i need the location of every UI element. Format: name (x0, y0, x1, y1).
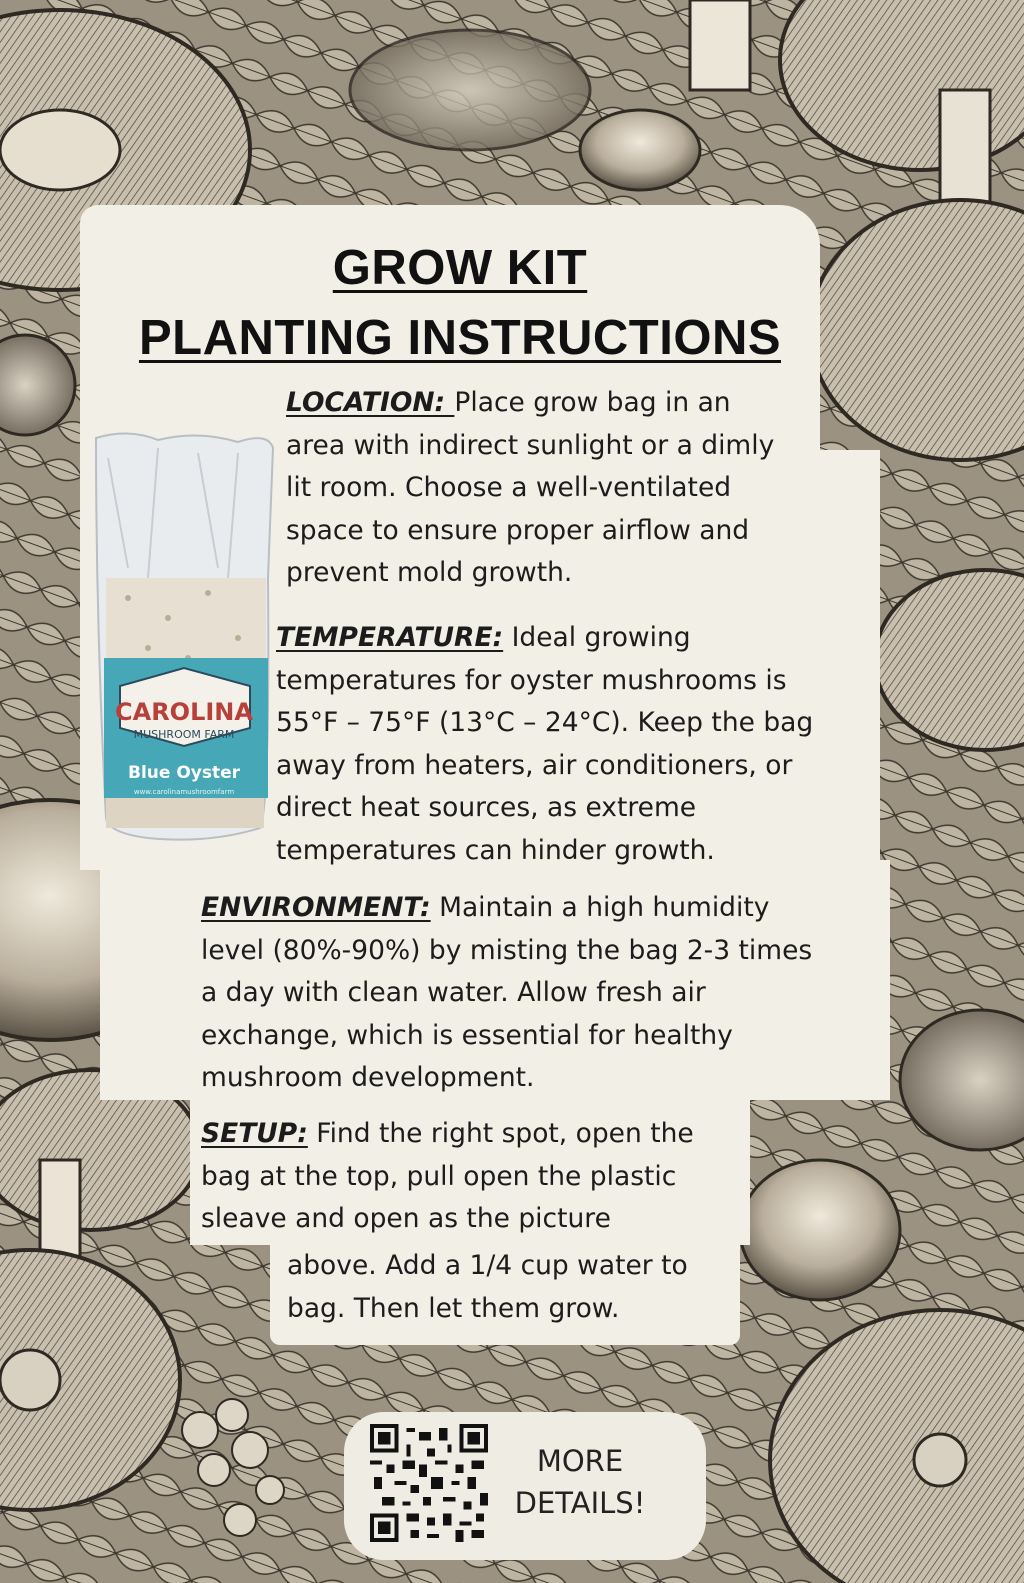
temperature-line: direct heat sources, as extreme (276, 792, 697, 823)
temperature-line: 55°F – 75°F (13°C – 24°C). Keep the bag (276, 707, 814, 738)
setup-line: Find the right spot, open the (316, 1118, 694, 1149)
section-temperature (276, 617, 876, 872)
more-details-line2: DETAILS! (514, 1486, 646, 1520)
location-line: area with indirect sunlight or a dimly (286, 429, 775, 461)
temperature-heading: TEMPERATURE: (276, 622, 504, 653)
setup-line: above. Add a 1/4 cup water to (287, 1250, 688, 1281)
section-setup-continued (287, 1245, 737, 1330)
location-line: Place grow bag in an (454, 387, 731, 418)
environment-line: exchange, which is essential for healthy (201, 1019, 733, 1051)
environment-line: mushroom development. (201, 1062, 535, 1093)
environment-line: level (80%-90%) by misting the bag 2-3 times (201, 934, 813, 966)
website-text: www.carolinamushroomfarm (133, 788, 235, 796)
grow-bag-image (88, 428, 278, 844)
section-environment (201, 887, 881, 1100)
variety-name: Blue Oyster (127, 763, 241, 783)
location-line: prevent mold growth. (286, 557, 573, 588)
setup-line: bag at the top, pull open the plastic (201, 1160, 677, 1192)
setup-heading: SETUP: (201, 1118, 308, 1149)
location-heading: LOCATION: (286, 387, 455, 418)
environment-line: a day with clean water. Allow fresh air (201, 977, 706, 1008)
section-location (286, 382, 846, 595)
brand-subtitle: MUSHROOM FARM (133, 728, 235, 741)
temperature-line: away from heaters, air conditioners, or (276, 749, 793, 781)
brand-name: CAROLINA (115, 698, 253, 726)
more-details-line1: MORE (536, 1444, 624, 1478)
page-title-line2: PLANTING INSTRUCTIONS (138, 311, 782, 365)
temperature-line: Ideal growing (511, 622, 691, 653)
temperature-line: temperatures can hinder growth. (276, 834, 715, 866)
environment-heading: ENVIRONMENT: (201, 892, 431, 923)
setup-line: bag. Then let them grow. (287, 1292, 620, 1324)
more-details-label[interactable] (500, 1440, 660, 1524)
temperature-line: temperatures for oyster mushrooms is (276, 664, 787, 696)
location-line: space to ensure proper airflow and (286, 514, 750, 546)
page-title-line1: GROW KIT (332, 241, 588, 295)
environment-line: Maintain a high humidity (439, 892, 770, 923)
location-line: lit room. Choose a well-ventilated (286, 472, 732, 503)
setup-line: sleave and open as the picture (201, 1203, 611, 1234)
qr-code-icon[interactable] (370, 1424, 488, 1542)
section-setup (201, 1113, 761, 1241)
